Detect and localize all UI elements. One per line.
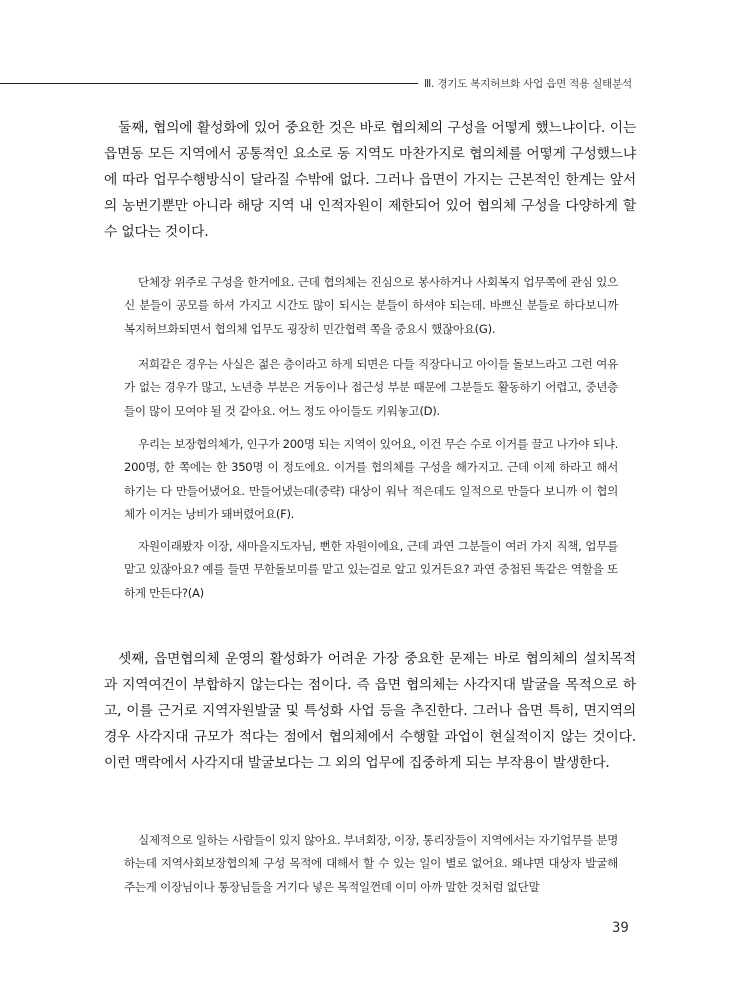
interview-quote-g: 단체장 위주로 구성을 한거에요. 근데 협의체는 진심으로 봉사하거나 사회복지 업무쪽에 관심 있으신 분들이 공모를 하셔 가지고 시간도 많이 되시는 분들이 하셔야 되는데. 바쁘신 분들로 하다보니까 복지허브화되면서 협의체 업무도 굉장히 민간협력 쪽을 중요시 했잖아요(G). <box>124 275 618 336</box>
body-paragraph-3: 셋째, 읍면협의체 운영의 활성화가 어려운 가장 중요한 문제는 바로 협의체의 설치목적과 지역여건이 부합하지 않는다는 점이다. 즉 읍면 협의체는 사각지대 발굴을 목적으로 하고, 이를 근거로 지역자원발굴 및 특성화 사업 등을 추진한다. 그러나 읍면 특히, 면지역의 경우 사각지대 규모가 적다는 점에서 협의체에서 수행할 과업이 현실적이지 않는 것이다. 이런 맥락에서 사각지대 발굴보다는 그 외의 업무에 집중하게 되는 부작용이 발생한다. <box>104 651 636 771</box>
interview-quote-f: 우리는 보장협의체가, 인구가 200명 되는 지역이 있어요, 이건 무슨 수로 이거를 끌고 나가야 되냐. 200명, 한 쪽에는 한 350명 이 정도에요. 이거를 협의체를 구성을 해가지고. 근데 이제 하라고 해서 하기는 다 만들어냈어요. 만들어냈는데(중략) 대상이 워낙 적은데도 일적으로 만들다 보니까 이 협의체가 이거는 낭비가 돼버렸어요(F). <box>124 437 618 521</box>
interview-quote-a: 자원이래봤자 이장, 새마을지도자님, 뻔한 자원이에요, 근데 과연 그분들이 여러 가지 직책, 업무를 맡고 있잖아요? 예를 들면 무한돌보미를 맡고 있는걸로 알고 있거든요? 과연 중첩된 똑같은 역할을 또 하게 만든다?(A) <box>124 539 618 600</box>
interview-quote-d: 저희같은 경우는 사실은 젊은 층이라고 하게 되면은 다들 직장다니고 아이들 돌보느라고 그런 여유가 없는 경우가 많고, 노년층 부분은 거동이나 접근성 부분 때문에 그분들도 활동하기 어렵고, 중년층들이 많이 모여야 될 것 같아요. 어느 정도 아이들도 키워놓고(D). <box>124 357 619 418</box>
interview-quote-last: 실제적으로 일하는 사람들이 있지 않아요. 부녀회장, 이장, 통리장들이 지역에서는 자기업무를 분명 하는데 지역사회보장협의체 구성 목적에 대해서 할 수 있는 일이 별로 없어요. 왜냐면 대상자 발굴해주는게 이장님이나 통장님들을 거기다 넣은 목적일껀데 이미 아까 말한 것처럼 없단말 <box>124 833 618 894</box>
page-number: 39 <box>612 920 629 936</box>
body-paragraph-2: 둘째, 협의에 활성화에 있어 중요한 것은 바로 협의체의 구성을 어떻게 했느냐이다. 이는 읍면동 모든 지역에서 공통적인 요소로 동 지역도 마찬가지로 협의체를 어떻게 구성했느냐에 따라 업무수행방식이 달라질 수밖에 없다. 그러나 읍면이 가지는 근본적인 한계는 앞서의 농번기뿐만 아니라 해당 지역 내 인적자원이 제한되어 있어 협의체 구성을 다양하게 할 수 없다는 것이다. <box>104 120 636 240</box>
header-rule <box>0 83 418 84</box>
running-header: Ⅲ. 경기도 복지허브화 사업 읍면 적용 실태분석 <box>424 78 632 90</box>
